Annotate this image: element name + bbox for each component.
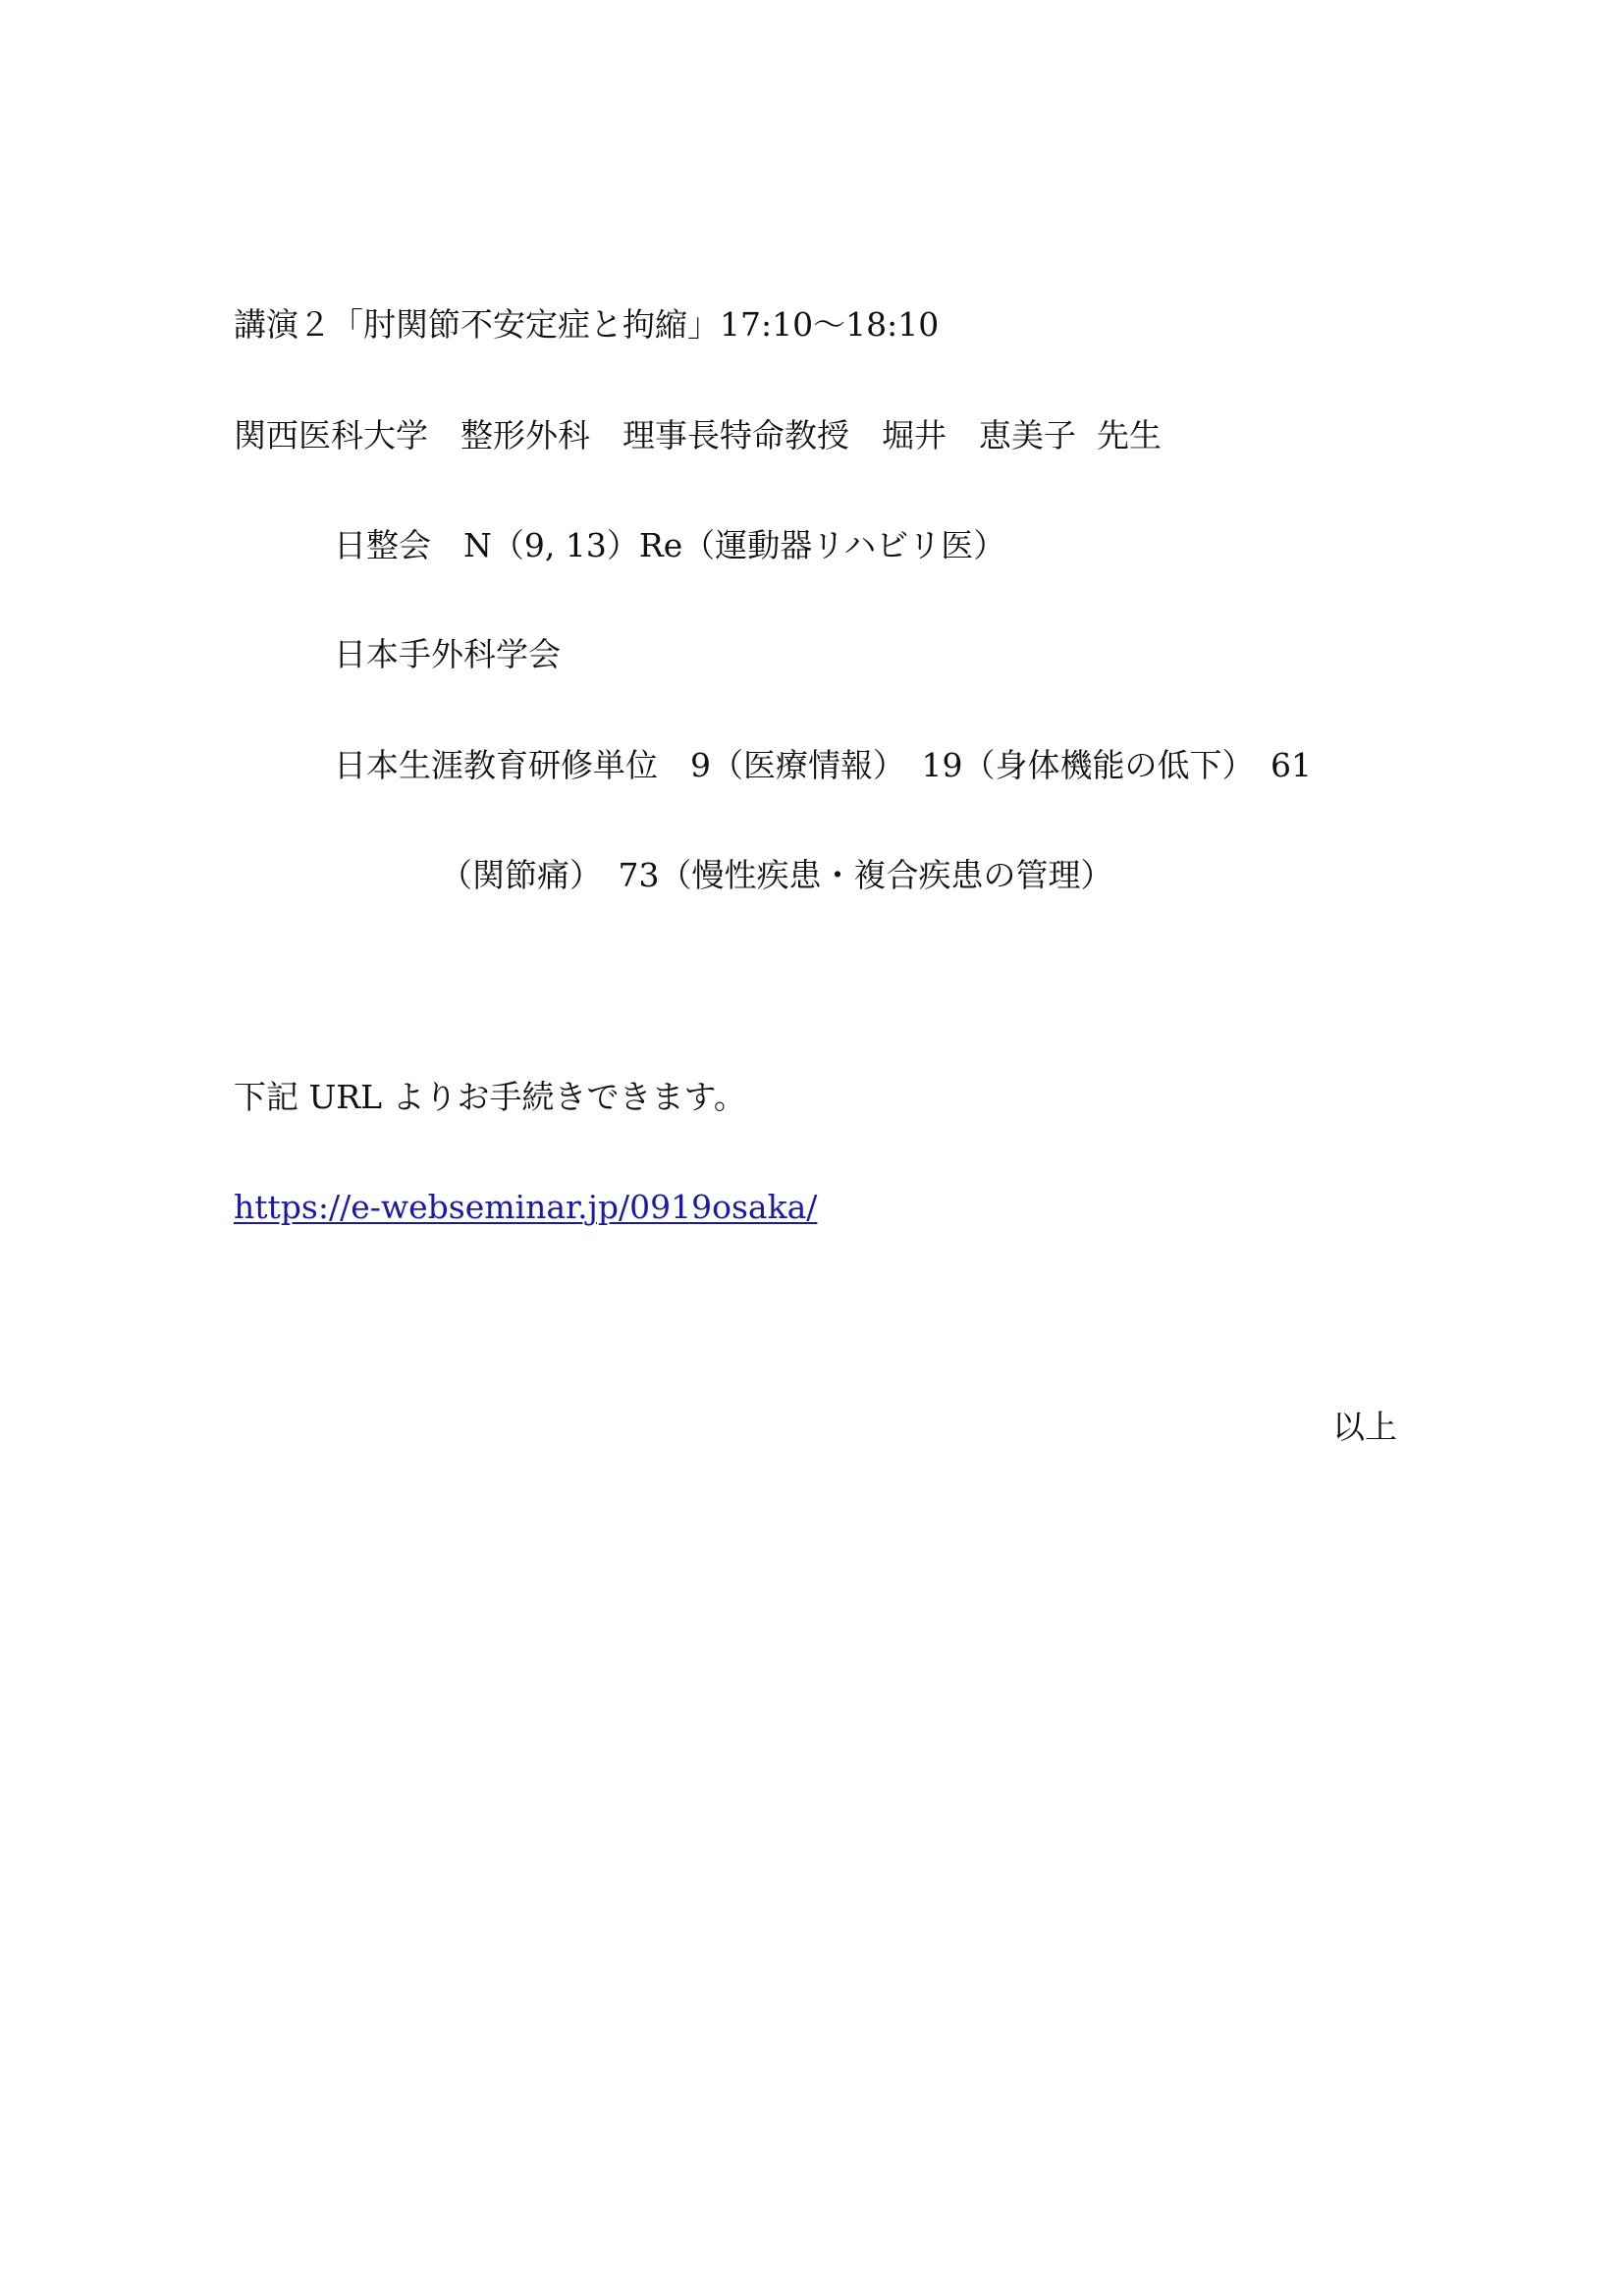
- cme-credit-line1: 日本生涯教育研修単位 9（医療情報） 19（身体機能の低下） 61: [334, 746, 1312, 784]
- cme-credit-line2: （関節痛） 73（慢性疾患・複合疾患の管理）: [440, 856, 1113, 894]
- lecture-title: 講演２「肘関節不安定症と拘縮」17:10～18:10: [234, 305, 940, 344]
- closing-remark: 以上: [1332, 1408, 1397, 1446]
- jos-credit: 日整会 N（9, 13）Re（運動器リハビリ医）: [334, 526, 1006, 564]
- speaker-info: 関西医科大学 整形外科 理事長特命教授 堀井 恵美子 先生: [234, 416, 1162, 454]
- hand-society-credit: 日本手外科学会: [334, 635, 561, 673]
- registration-instruction: 下記 URL よりお手続きできます。: [234, 1078, 746, 1116]
- registration-link[interactable]: https://e-webseminar.jp/0919osaka/: [234, 1188, 818, 1226]
